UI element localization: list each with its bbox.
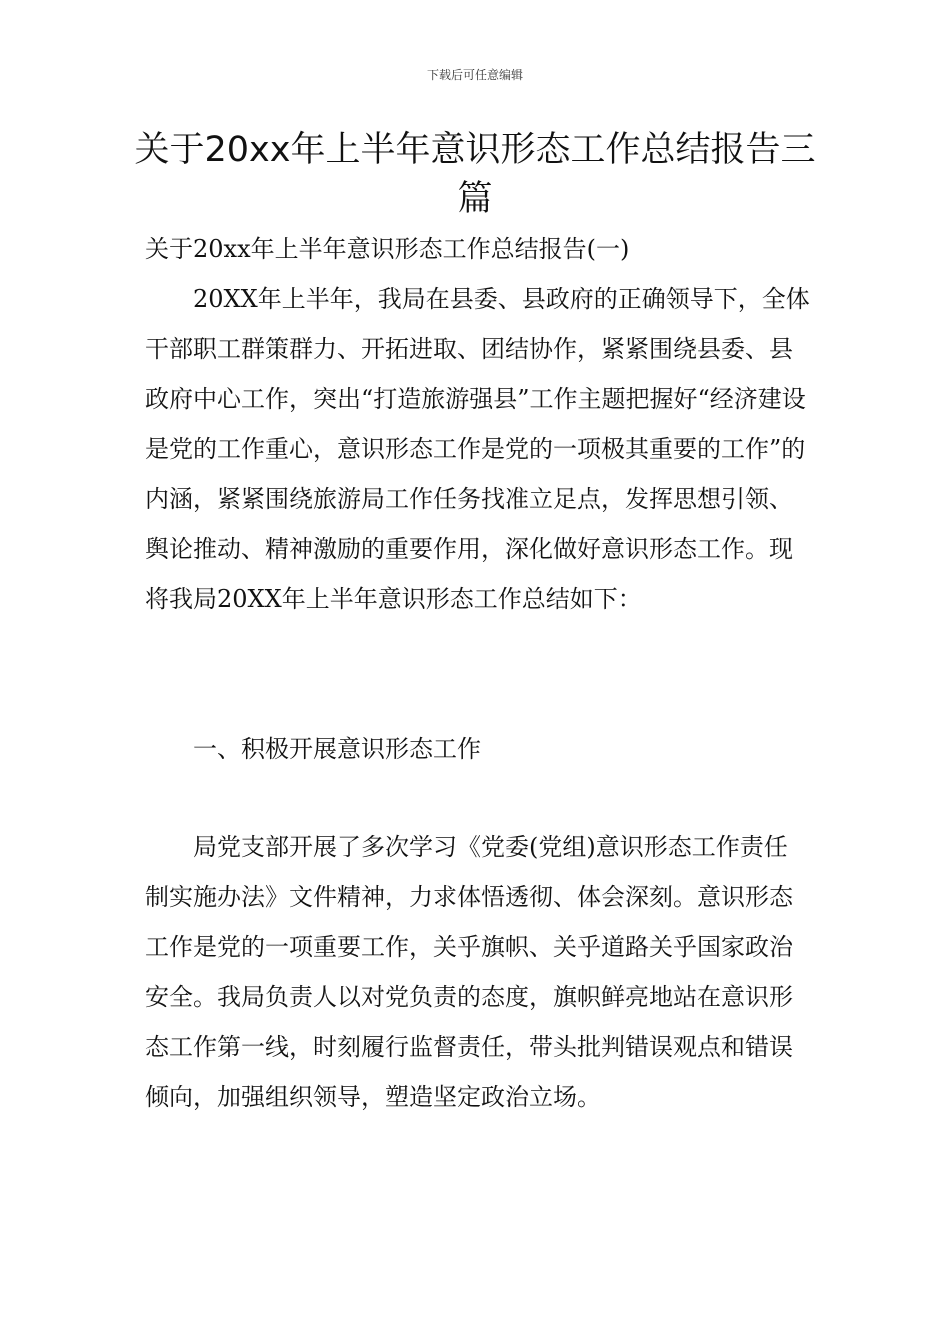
paragraph-1: 20XX年上半年，我局在县委、县政府的正确领导下，全体干部职工群策群力、开拓进取、团结协作，紧紧围绕县委、县政府中心工作，突出“打造旅游强县”工作主题把握好“经济建设是党的工作重心，意识形态工作是党的一项极其重要的工作”的内涵，紧紧围绕旅游局工作任务找准立足点，发挥思想引领、舆论推动、精神激励的重要作用，深化做好意识形态工作。现将我局20XX年上半年意识形态工作总结如下： [145,285,810,613]
section-1-heading: 一、积极开展意识形态工作 [193,735,481,763]
document-title: 关于20xx年上半年意识形态工作总结报告三篇 [134,130,816,219]
paragraph-2: 局党支部开展了多次学习《党委(党组)意识形态工作责任制实施办法》文件精神，力求体悟透彻、体会深刻。意识形态工作是党的一项重要工作，关乎旗帜、关乎道路关乎国家政治安全。我局负责人以对党负责的态度，旗帜鲜亮地站在意识形态工作第一线，时刻履行监督责任，带头批判错误观点和错误倾向，加强组织领导，塑造坚定政治立场。 [145,833,793,1111]
report-subtitle: 关于20xx年上半年意识形态工作总结报告(一) [145,235,630,263]
header-note: 下载后可任意编辑 [426,68,523,82]
